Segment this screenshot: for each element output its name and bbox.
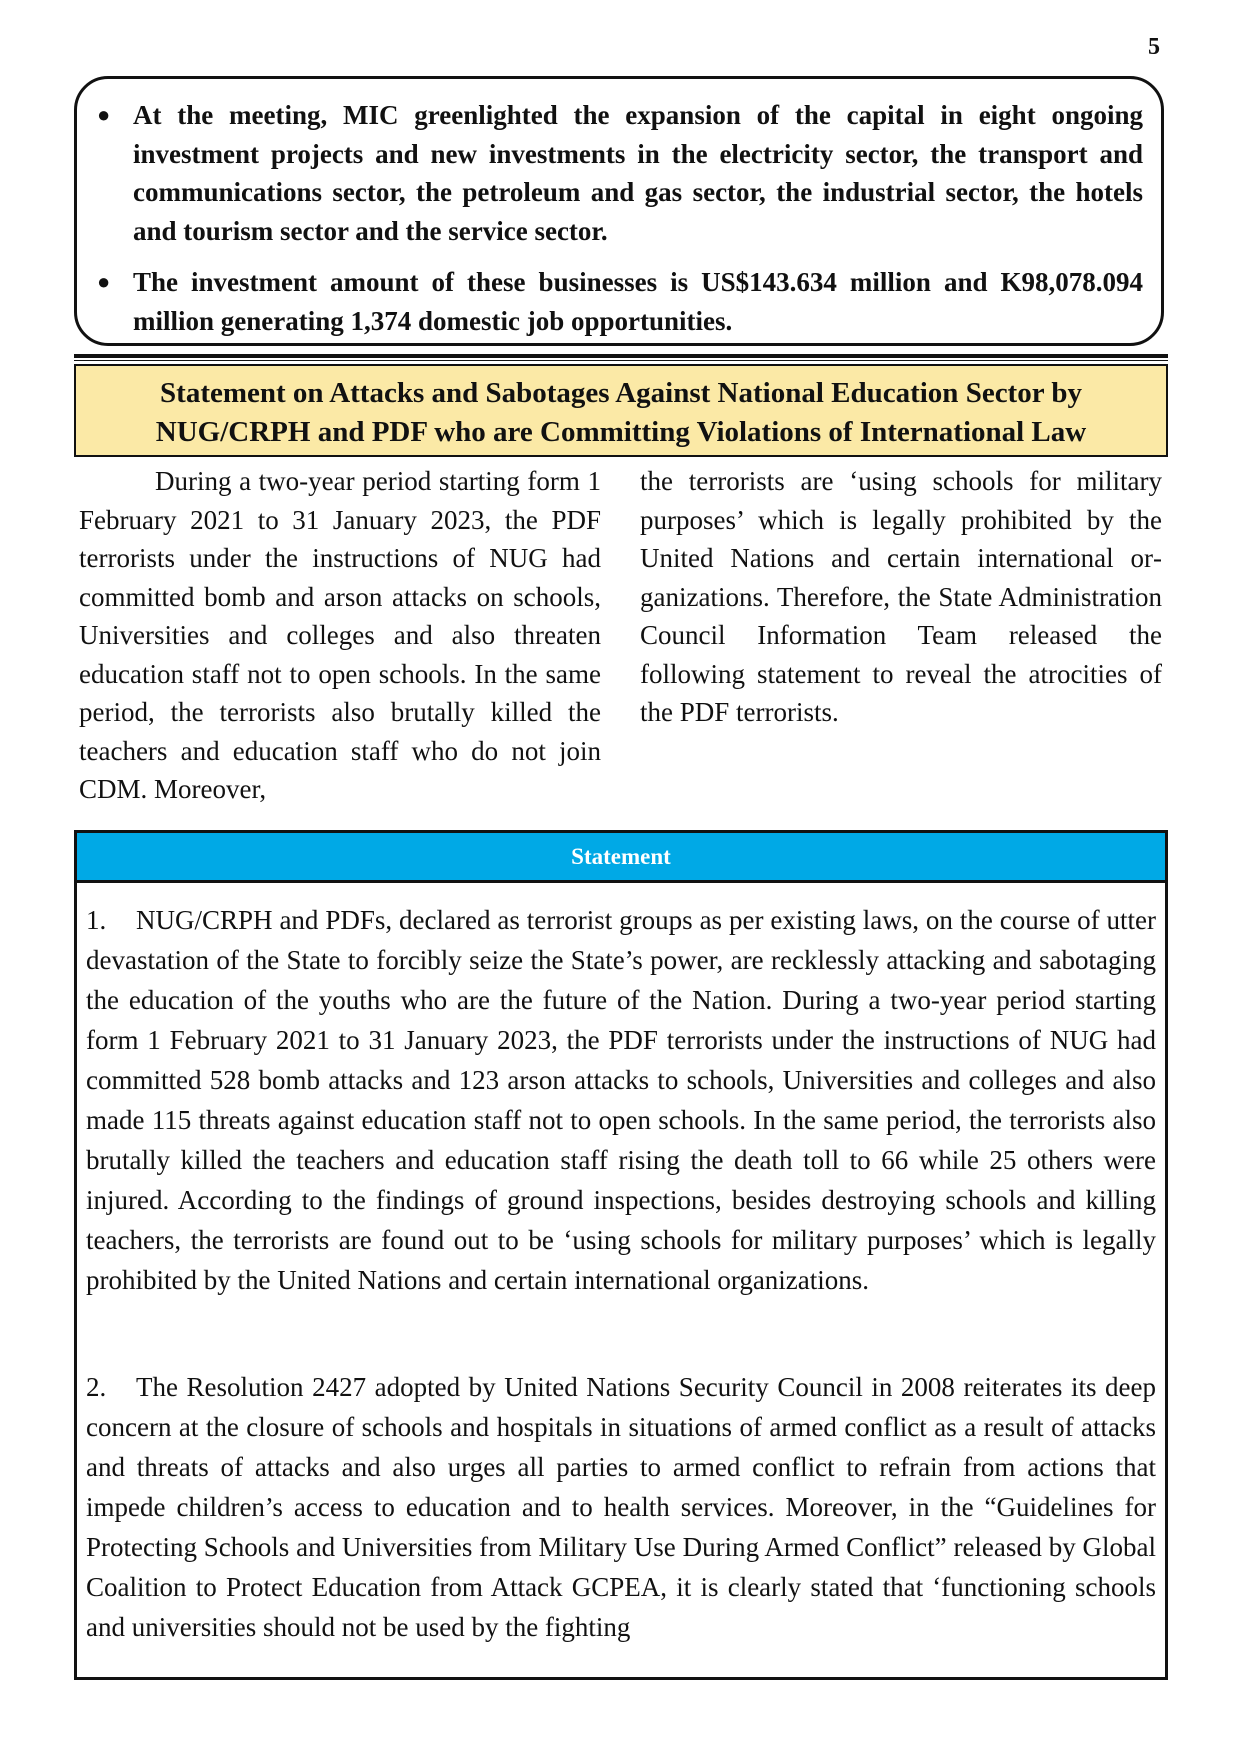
statement-paragraph <box>86 1367 1156 1647</box>
article-right-column: the terrorists are ‘using schools for military purposes’ which is legally prohibited by the United Nations and certain international organizations. Therefore, the State Administration Council Information Team released the following statement to reveal the atrocities of the PDF terrorists. <box>640 466 1162 727</box>
summary-bullet-item <box>77 96 1161 250</box>
paragraph-number: 1. <box>86 905 107 935</box>
paragraph-text: The Resolution 2427 adopted by United Nations Security Council in 2008 reiterates its deep concern at the closure of schools and hospitals in situations of armed conflict as a result of attacks and threats of attacks and also urges all parties to armed conflict to refrain from actions that impede children’s access to education and to health services. Moreover, in the “Guidelines for Protecting Schools and Universities from Military Use During Armed Conflict” released by Global Coalition to Protect Education from Attack GCPEA, it is clearly stated that ‘functioning schools and universities should not be used by the fighting <box>86 1372 1156 1642</box>
paragraph-number: 2. <box>86 1372 107 1402</box>
statement-body <box>74 883 1168 1680</box>
summary-bullet-text: At the meeting, MIC greenlighted the expansion of the capital in eight ongoing investment projects and new investments in the electricity sector, the transport and communications sector, the petroleum and gas sector, the industrial sector, the hotels and tourism sector and the service sector. <box>133 100 1143 246</box>
article-heading-line: Statement on Attacks and Sabotages Against National Education Sector by <box>160 377 1082 409</box>
article-heading-line: NUG/CRPH and PDF who are Committing Violations of International Law <box>155 416 1087 448</box>
divider-thin <box>74 360 1168 361</box>
page-number: 5 <box>1148 34 1160 60</box>
summary-bullet-text: The investment amount of these businesses is US$143.634 million and K98,078.094 million generating 1,374 domestic job opportunities. <box>133 267 1143 336</box>
summary-box <box>74 76 1164 346</box>
statement-title-bar: Statement <box>74 830 1168 883</box>
paragraph-text: NUG/CRPH and PDFs, declared as terrorist groups as per existing laws, on the course of utter devastation of the State to forcibly seize the State’s power, are recklessly attacking and sabotaging the education of the youths who are the future of the Nation. During a two-year period starting form 1 February 2021 to 31 January 2023, the PDF terrorists under the instructions of NUG had committed 528 bomb attacks and 123 arson attacks to schools, Universities and colleges and also made 115 threats against education staff not to open schools. In the same period, the terrorists also brutally killed the teachers and education staff rising the death toll to 66 while 25 others were injured. According to the findings of ground inspections, besides destroying schools and killing teachers, the terrorists are found out to be ‘using schools for military purposes’ which is legally prohibited by the United Nations and certain international organizations. <box>86 905 1156 1295</box>
summary-list <box>77 96 1161 353</box>
article-left-column: During a two-year period starting form 1 February 2021 to 31 January 2023, the PDF terrorists under the instructions of NUG had committed bomb and arson attacks on schools, Universities and colleges and also threaten education staff not to open schools. In the same period, the terrorists also brutally killed the teachers and education staff who do not join CDM. Moreover, <box>79 466 601 804</box>
bullet-icon: ● <box>97 102 111 127</box>
bullet-icon: ● <box>97 269 111 294</box>
summary-bullet-item <box>77 263 1161 340</box>
divider-thick <box>74 354 1168 358</box>
statement-paragraph <box>86 900 1156 1300</box>
article-heading <box>74 364 1168 457</box>
